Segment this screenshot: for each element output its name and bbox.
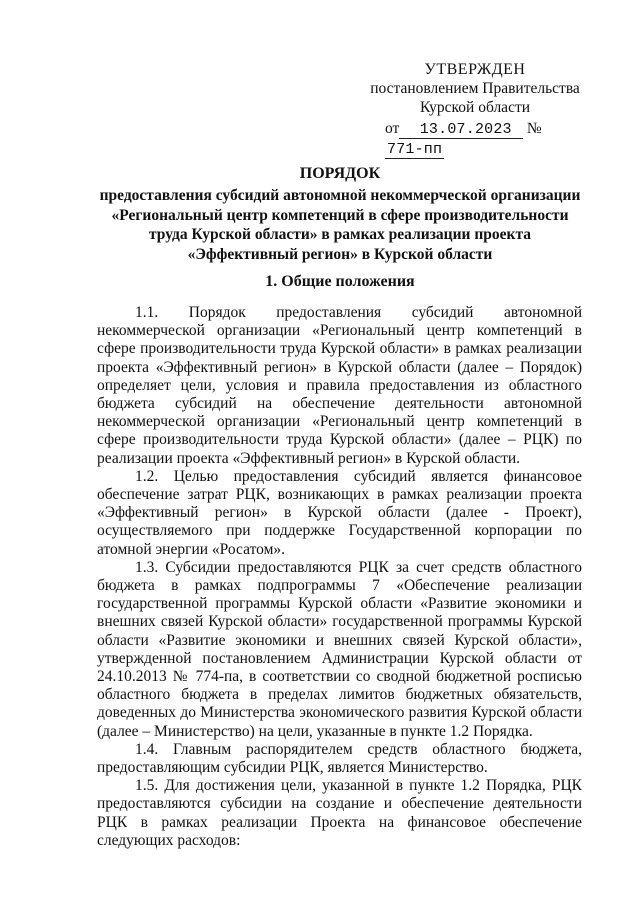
approval-line-2: Курской области: [419, 99, 531, 116]
paragraph-1-3: 1.3. Субсидии предоставляются РЦК за счет средств областного бюджета в рамках подпрограммы 7 «Обеспечение реализации государственной программы Курской области «Развитие экономики и внешних связей Курской области» государственной программы Курской области «Развитие экономики и внешних связей Курской области», утвержденной постановлением Администрации Курской области от 24.10.2013 № 774-па, в соответствии со сводной бюджетной росписью областного бюджета в пределах лимитов бюджетных обязательств, доведенных до Министерства экономического развития Курской области (далее – Министерство) на цели, указанные в пункте 1.2 Порядка.: [97, 558, 582, 740]
number-prefix: №: [526, 120, 542, 137]
approval-line-1: постановлением Правительства: [370, 80, 580, 97]
document-title: ПОРЯДОК: [299, 165, 381, 182]
paragraph-1-4: 1.4. Главным распорядителем средств областного бюджета, предоставляющим субсидии РЦК, является Министерство.: [97, 740, 582, 777]
paragraph-1-5: 1.5. Для достижения цели, указанной в пункте 1.2 Порядка, РЦК предоставляются субсидии на создание и обеспечение деятельности РЦК в рамках реализации Проекта на финансовое обеспечение следующих расходов:: [97, 777, 582, 849]
approval-title: УТВЕРЖДЕН: [424, 61, 526, 78]
approval-date: 13.07.2023: [399, 122, 523, 139]
approval-number: 771-пп: [387, 141, 443, 158]
approval-stamp: [360, 60, 590, 159]
paragraph-1-1: 1.1. Порядок предоставления субсидий автономной некоммерческой организации «Региональный центр компетенций в сфере производительности труда Курской области» в рамках реализации проекта «Эффективный регион» в Курской области (далее – Порядок) определяет цели, условия и правила предоставления из областного бюджета субсидий на обеспечение деятельности автономной некоммерческой организации «Региональный центр компетенций в сфере производительности труда Курской области» (далее – РЦК) по реализации проекта «Эффективный регион» в Курской области.: [97, 304, 582, 467]
section-body: [97, 304, 582, 850]
approval-date-line: [360, 119, 590, 159]
section-heading: 1. Общие положения: [265, 273, 415, 290]
document-subtitle: предоставления субсидий автономной некоммерческой организации «Региональный центр компетенций в сфере производительности труда Курской области» в рамках реализации проекта «Эффективный регион» в Курской области: [99, 187, 581, 263]
date-prefix: от: [385, 120, 400, 137]
paragraph-1-2: 1.2. Целью предоставления субсидий является финансовое обеспечение затрат РЦК, возникающих в рамках реализации проекта «Эффективный регион» в Курской области (далее - Проект), осуществляемого при поддержке Государственной корпорации по атомной энергии «Росатом».: [97, 467, 582, 558]
